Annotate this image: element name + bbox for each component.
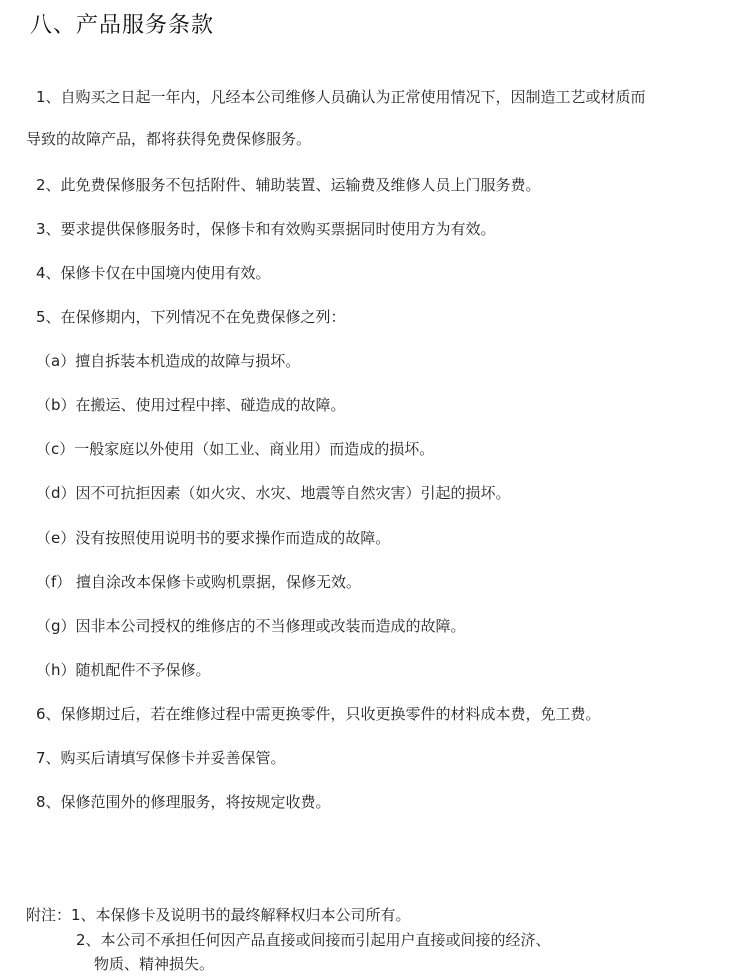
clause-5: 5、在保修期内，下列情况不在免费保修之列： — [36, 308, 346, 326]
clause-8: 8、保修范围外的修理服务，将按规定收费。 — [36, 793, 331, 811]
note-2-line-2: 物质、精神损失。 — [94, 955, 215, 973]
clause-2: 2、此免费保修服务不包括附件、辅助装置、运输费及维修人员上门服务费。 — [36, 176, 541, 194]
exclusion-b: （b）在搬运、使用过程中摔、碰造成的故障。 — [36, 396, 346, 414]
exclusion-g: （g）因非本公司授权的维修店的不当修理或改装而造成的故障。 — [36, 617, 466, 635]
clause-4: 4、保修卡仅在中国境内使用有效。 — [36, 264, 271, 282]
note-1: 附注：1、本保修卡及说明书的最终解释权归本公司所有。 — [26, 906, 411, 924]
exclusion-e: （e）没有按照使用说明书的要求操作而造成的故障。 — [36, 529, 391, 547]
clause-3: 3、要求提供保修服务时，保修卡和有效购买票据同时使用方为有效。 — [36, 220, 496, 238]
clause-7: 7、购买后请填写保修卡并妥善保管。 — [36, 749, 286, 767]
clause-6: 6、保修期过后，若在维修过程中需更换零件，只收更换零件的材料成本费，免工费。 — [36, 705, 601, 723]
exclusion-d: （d）因不可抗拒因素（如火灾、水灾、地震等自然灾害）引起的损坏。 — [36, 484, 511, 502]
exclusion-c: （c）一般家庭以外使用（如工业、商业用）而造成的损坏。 — [36, 440, 435, 458]
exclusion-h: （h）随机配件不予保修。 — [36, 661, 211, 679]
page-title: 八、产品服务条款 — [30, 13, 215, 38]
note-2-line-1: 2、本公司不承担任何因产品直接或间接而引起用户直接或间接的经济、 — [76, 931, 551, 949]
clause-1-line-1: 1、自购买之日起一年内，凡经本公司维修人员确认为正常使用情况下，因制造工艺或材质而 — [36, 88, 646, 106]
exclusion-a: （a）擅自拆装本机造成的故障与损坏。 — [36, 352, 301, 370]
clause-1-line-2: 导致的故障产品，都将获得免费保修服务。 — [26, 130, 312, 148]
exclusion-f: （f） 擅自涂改本保修卡或购机票据，保修无效。 — [36, 573, 362, 591]
